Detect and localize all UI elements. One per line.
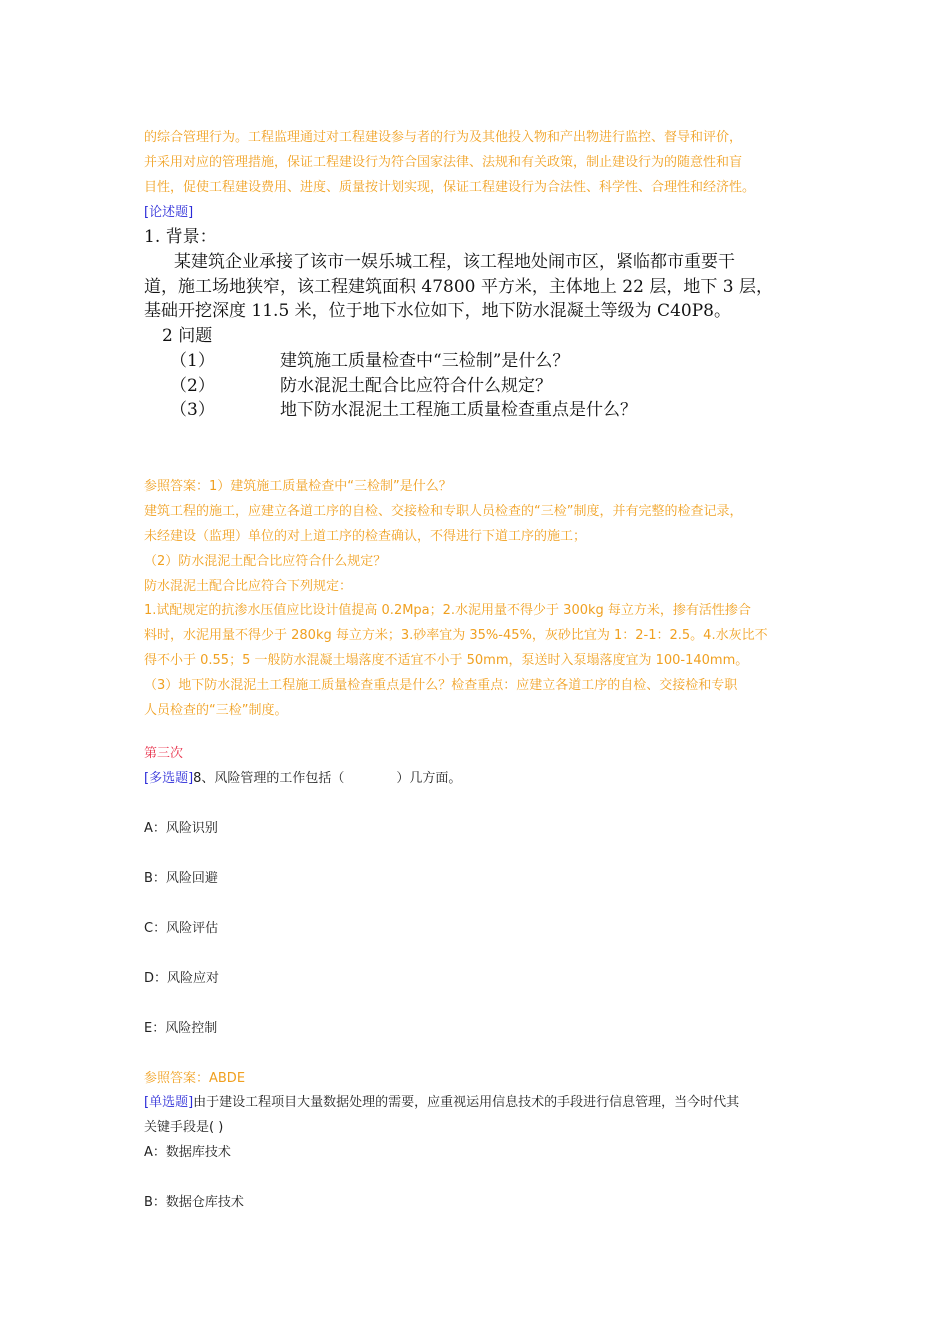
intro-line-1: 的综合管理行为。工程监理通过对工程建设参与者的行为及其他投入物和产出物进行监控、督导和评价，	[144, 130, 743, 145]
question-number: （3）	[170, 400, 215, 420]
question-text: 地下防水混泥土工程施工质量检查重点是什么？	[280, 400, 637, 420]
answer-line: 1.试配规定的抗渗水压值应比设计值提高 0.2Mpa；2.水泥用量不得少于 300kg 每立方米，掺有活性掺合	[144, 603, 751, 618]
answer-line: 人员检查的“三检”制度。	[144, 703, 288, 718]
answer-line: （3）地下防水混泥土工程施工质量检查重点是什么？检查重点：应建立各道工序的自检、交接检和专职	[144, 678, 738, 693]
background-line-2: 道，施工场地狭窄，该工程建筑面积 47800 平方米，主体地上 22 层，地下 3 层，	[144, 277, 773, 297]
intro-line-3: 目性，促使工程建设费用、进度、质量按计划实现，保证工程建设行为合法性、科学性、合理性和经济性。	[144, 180, 756, 195]
single-option-b: B：数据仓库技术	[144, 1195, 244, 1210]
single-option-a: A：数据库技术	[144, 1145, 231, 1160]
background-line-1: 某建筑企业承接了该市一娱乐城工程，该工程地处闹市区，紧临都市重要干	[174, 252, 735, 272]
multi-question	[144, 766, 461, 791]
multi-option-d: D：风险应对	[144, 971, 220, 986]
single-stem-line-1: 由于建设工程项目大量数据处理的需要，应重视运用信息技术的手段进行信息管理，当今时代其	[193, 1095, 740, 1110]
answer-line: 防水混泥土配合比应符合下列规定：	[144, 579, 353, 594]
multi-option-e: E：风险控制	[144, 1021, 218, 1036]
questions-heading: 2 问题	[162, 326, 213, 346]
single-question	[144, 1090, 739, 1115]
single-stem-line-2: 关键手段是( )	[144, 1120, 224, 1135]
essay-heading: 1. 背景：	[144, 227, 217, 247]
answer-line: （2）防水混泥土配合比应符合什么规定？	[144, 554, 387, 569]
question-text: 防水混泥土配合比应符合什么规定？	[280, 376, 552, 396]
single-tag: [单选题]	[144, 1095, 194, 1110]
answer-line: 参照答案：1）建筑施工质量检查中“三检制”是什么？	[144, 479, 452, 494]
multi-tag: [多选题]	[144, 771, 194, 786]
multi-option-c: C：风险评估	[144, 921, 219, 936]
answer-line: 未经建设（监理）单位的对上道工序的检查确认，不得进行下道工序的施工；	[144, 529, 587, 544]
answer-line: 建筑工程的施工，应建立各道工序的自检、交接检和专职人员检查的“三检”制度，并有完整的检查记录，	[144, 504, 743, 519]
background-line-3: 基础开挖深度 11.5 米，位于地下水位如下，地下防水混凝土等级为 C40P8。	[144, 301, 731, 321]
multi-answer: 参照答案：ABDE	[144, 1071, 246, 1086]
question-number: （1）	[170, 351, 215, 371]
question-text: 建筑施工质量检查中“三检制”是什么？	[280, 351, 570, 371]
multi-stem: 8、风险管理的工作包括（ ）几方面。	[193, 771, 462, 786]
multi-option-a: A：风险识别	[144, 821, 218, 836]
essay-tag: [论述题]	[144, 205, 194, 220]
answer-line: 得不小于 0.55；5 一般防水混凝土塌落度不适宜不小于 50mm，泵送时入泵塌落度宜为 100-140mm。	[144, 653, 749, 668]
section-title: 第三次	[144, 746, 184, 761]
answer-line: 料时，水泥用量不得少于 280kg 每立方米；3.砂率宜为 35%-45%，灰砂比宜为 1：2-1：2.5。4.水灰比不	[144, 628, 768, 643]
intro-line-2: 并采用对应的管理措施，保证工程建设行为符合国家法律、法规和有关政策，制止建设行为的随意性和盲	[144, 155, 743, 170]
question-number: （2）	[170, 376, 215, 396]
multi-option-b: B：风险回避	[144, 871, 218, 886]
